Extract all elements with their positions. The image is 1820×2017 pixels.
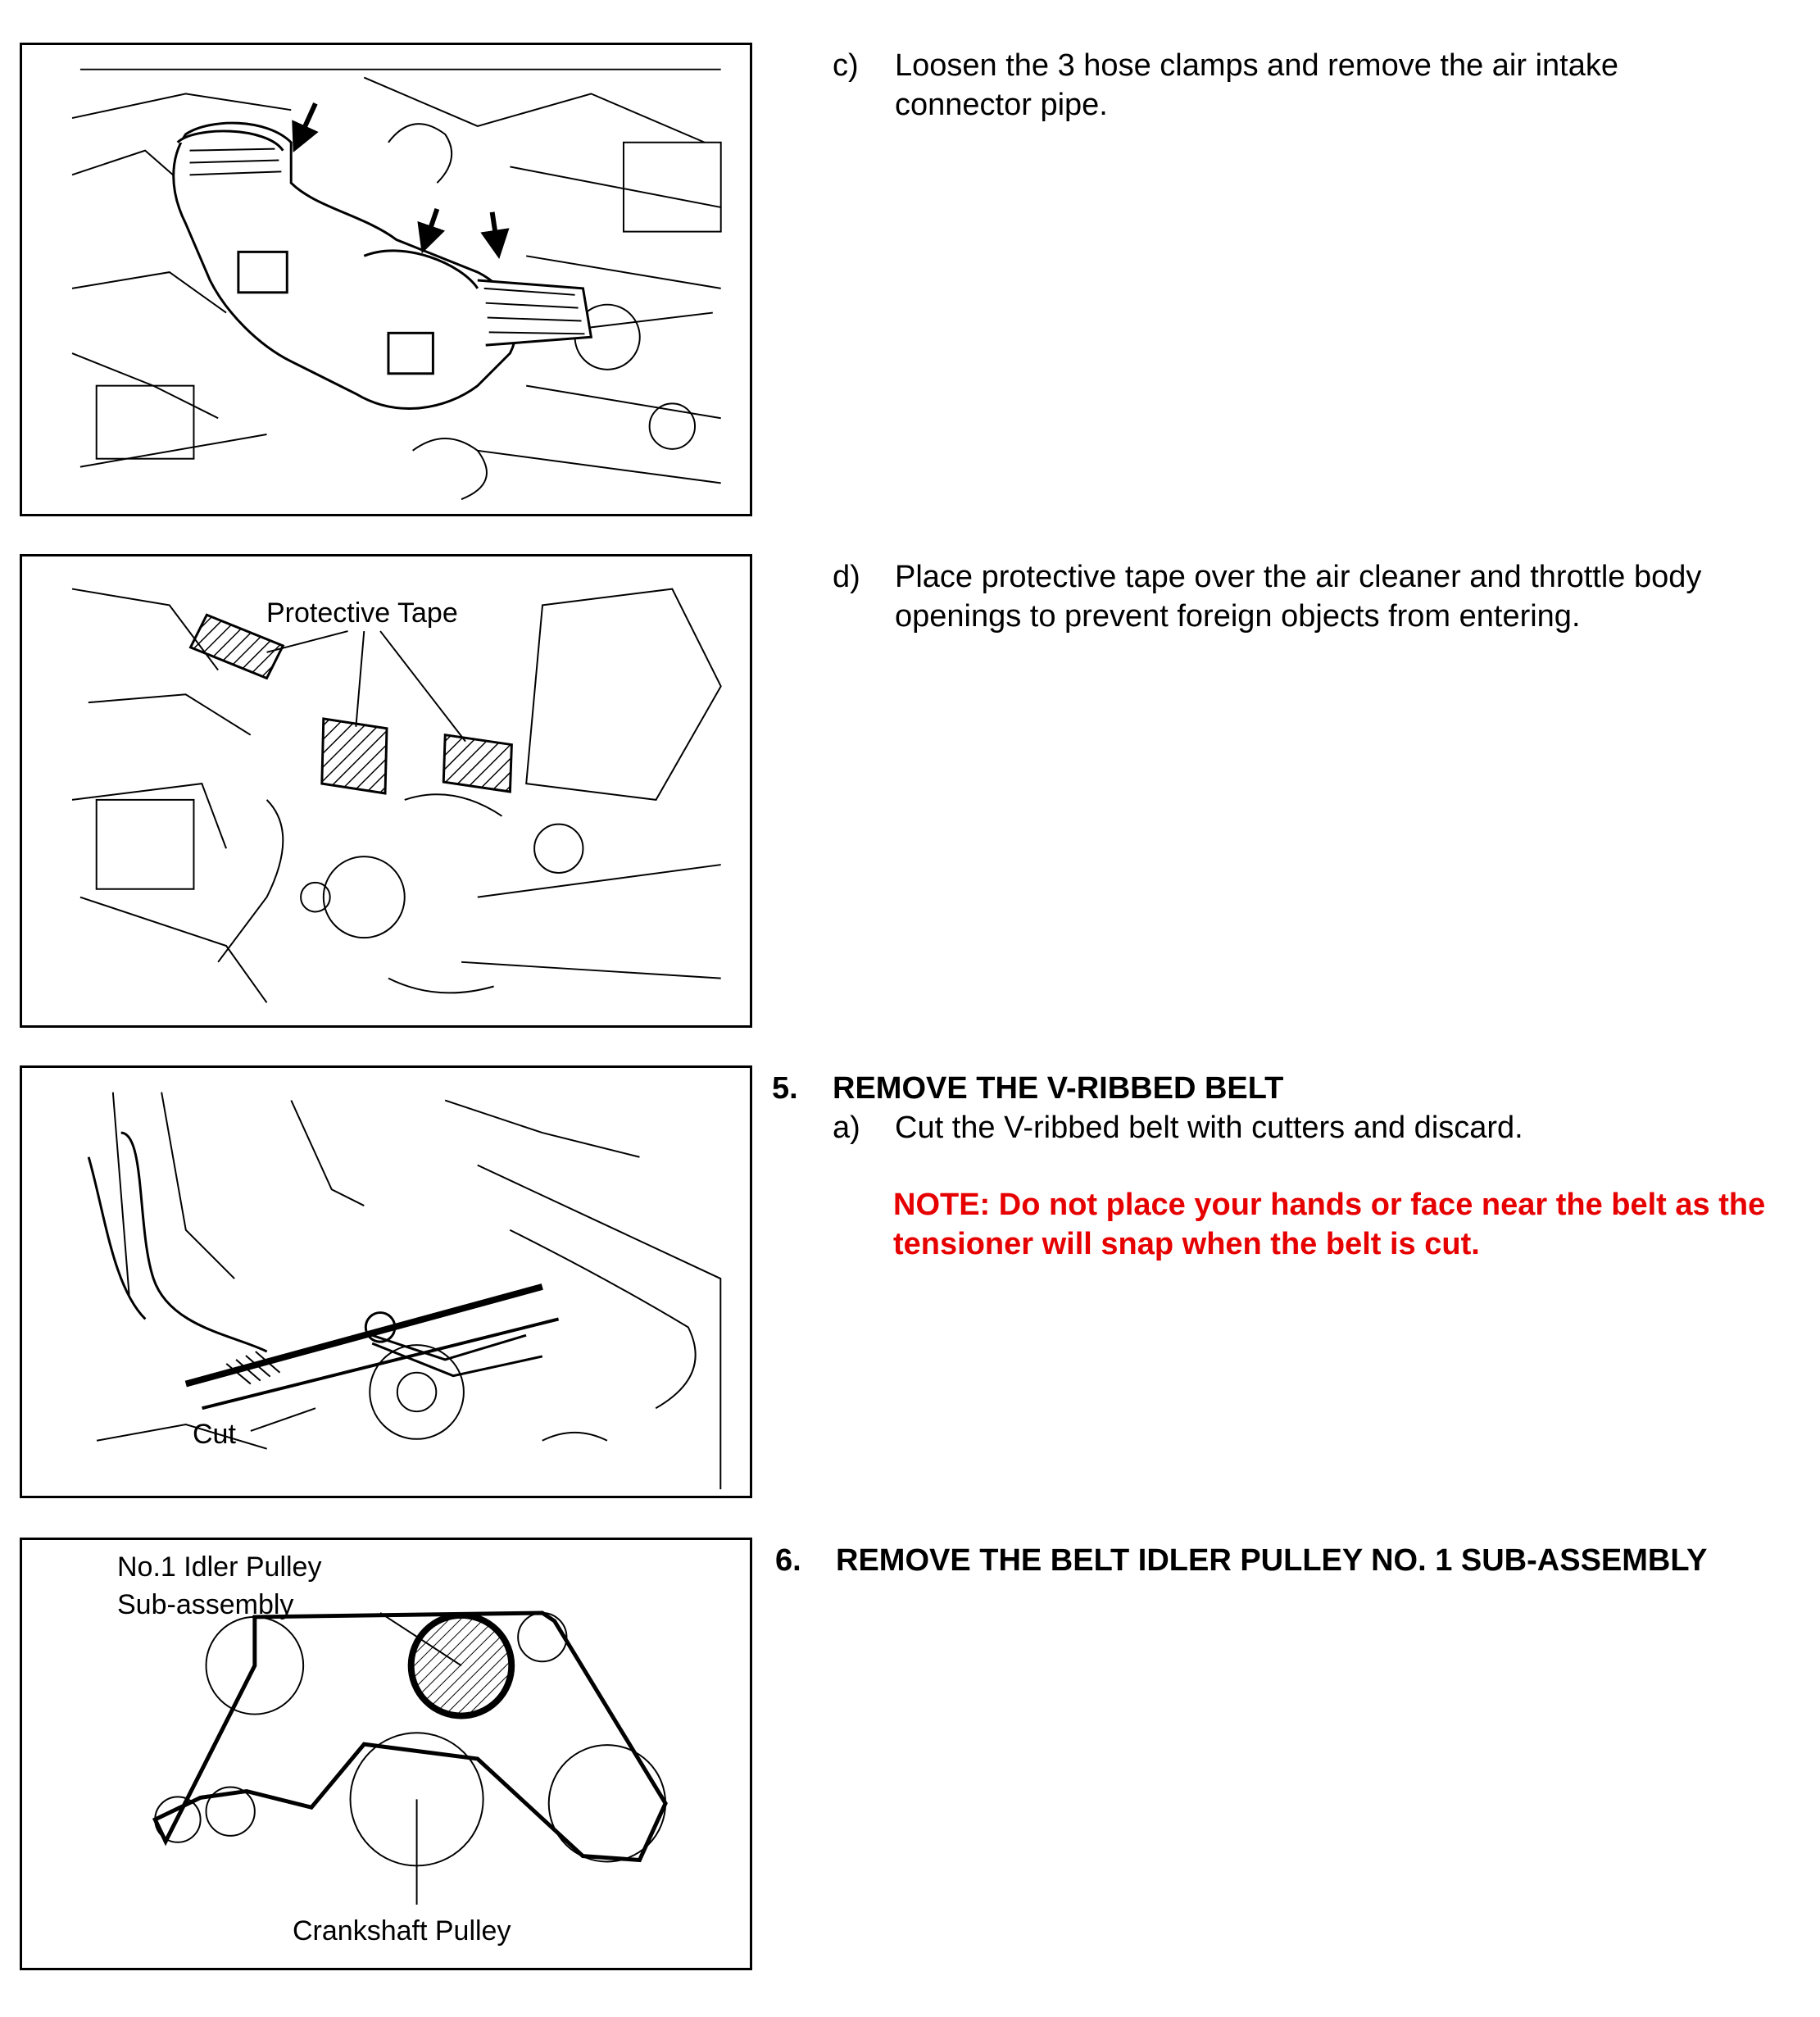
step-d — [833, 557, 1808, 647]
step-5-number: 5. — [772, 1071, 798, 1106]
step-c — [833, 46, 1808, 136]
crank-label: Crankshaft Pulley — [293, 1915, 511, 1947]
step-6-title: REMOVE THE BELT IDLER PULLEY NO. 1 SUB-ASSEMBLY — [836, 1543, 1708, 1578]
step-c-letter: c) — [833, 48, 859, 83]
step-d-letter: d) — [833, 560, 860, 594]
step-5a-letter: a) — [833, 1111, 860, 1145]
idler-label-line2: Sub-assembly — [117, 1589, 294, 1620]
note-warning: NOTE: Do not place your hands or face near the belt as the tensioner will snap when the belt is cut. — [893, 1188, 1766, 1261]
step-5a-text: Cut the V-ribbed belt with cutters and discard. — [895, 1111, 1523, 1145]
step-5a — [833, 1108, 1808, 1149]
step-5-title: REMOVE THE V-RIBBED BELT — [833, 1071, 1284, 1106]
figure-cut-belt — [20, 1065, 752, 1498]
no1-idler-pulley — [411, 1615, 512, 1716]
step-c-text: Loosen the 3 hose clamps and remove the air intake connector pipe. — [895, 48, 1618, 122]
figure-protective-tape — [20, 554, 752, 1028]
step-d-text: Place protective tape over the air cleaner and throttle body openings to prevent foreign objects from entering. — [895, 560, 1702, 634]
idler-label-line1: No.1 Idler Pulley — [117, 1551, 322, 1583]
figure-belt-routing — [20, 1538, 752, 1970]
figure-air-intake — [20, 43, 752, 516]
upper-right-idler — [518, 1613, 566, 1661]
cut-label: Cut — [193, 1419, 236, 1450]
step-6-heading — [775, 1541, 1816, 1582]
step-5-heading — [772, 1069, 1804, 1110]
step-6-number: 6. — [775, 1543, 801, 1578]
air-intake-illustration — [22, 45, 750, 514]
protective-tape-label: Protective Tape — [266, 597, 458, 629]
cut-belt-illustration — [22, 1068, 750, 1496]
